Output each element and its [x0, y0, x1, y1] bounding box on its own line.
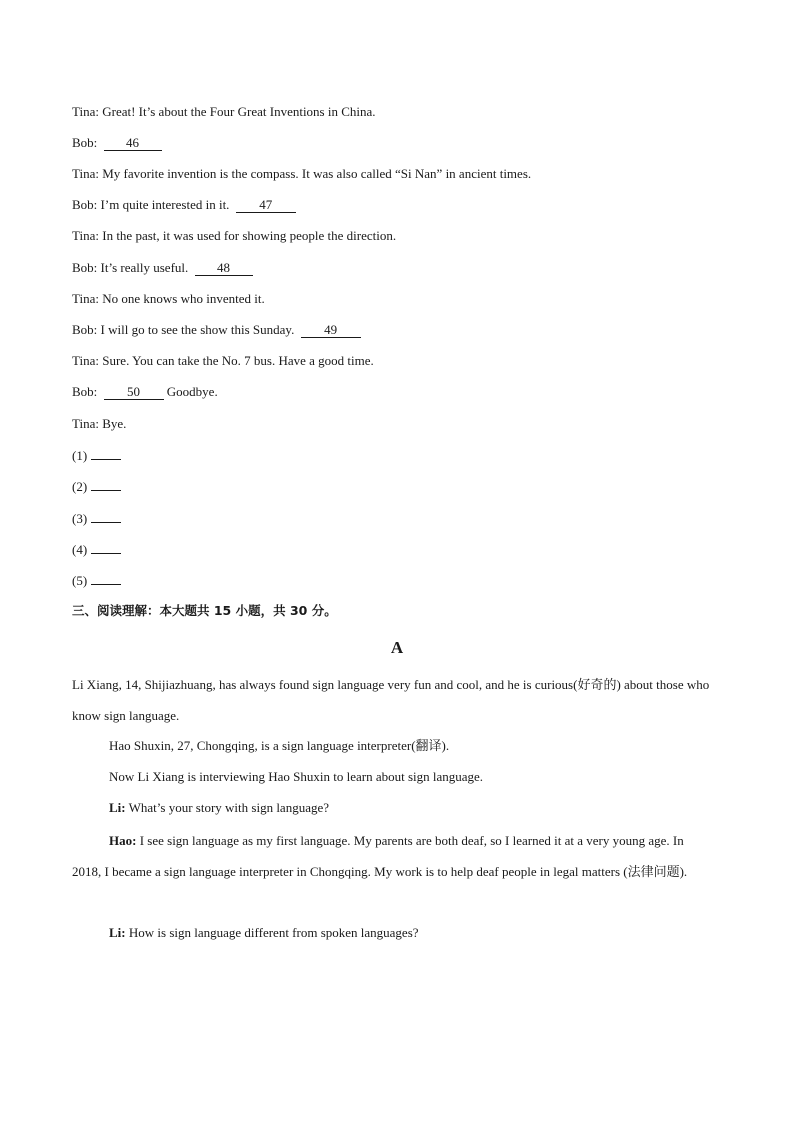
dialogue-line: [72, 260, 253, 276]
dialogue-text: Bye.: [102, 416, 127, 431]
speaker: Bob:: [72, 135, 98, 150]
speaker: Li:: [109, 925, 126, 940]
speaker: Tina:: [72, 353, 99, 368]
answer-line-1: [72, 447, 121, 464]
speaker: Li:: [109, 800, 126, 815]
answer-blank[interactable]: [91, 478, 121, 491]
dialogue-line: [72, 135, 162, 151]
answer-blank[interactable]: [91, 541, 121, 554]
answer-number: (3): [72, 511, 88, 526]
interview-question: [109, 925, 419, 941]
answer-number: (4): [72, 542, 88, 557]
answer-blank[interactable]: [91, 447, 121, 460]
dialogue-text: I will go to see the show this Sunday.: [100, 322, 295, 337]
dialogue-text: In the past, it was used for showing people the direction.: [102, 228, 397, 243]
answer-blank[interactable]: [91, 510, 121, 523]
dialogue-line: [72, 291, 265, 307]
dialogue-text: Great! It’s about the Four Great Inventions in China.: [102, 104, 376, 119]
speaker: Hao:: [109, 833, 137, 848]
dialogue-text: It’s really useful.: [100, 260, 189, 275]
speaker: Tina:: [72, 104, 99, 119]
speaker: Bob:: [72, 260, 98, 275]
passage-intro: Li Xiang, 14, Shijiazhuang, has always found sign language very fun and cool, and he is curious(好奇的) about those who know sign language.: [72, 677, 710, 723]
dialogue-line: [72, 416, 126, 432]
question-text: What’s your story with sign language?: [128, 800, 330, 815]
dialogue-line: [72, 228, 396, 244]
dialogue-text: Goodbye.: [166, 384, 218, 399]
answer-number: (5): [72, 573, 88, 588]
section-heading: 三、阅读理解：本大题共 15 小题，共 30 分。: [72, 603, 337, 618]
blank-50[interactable]: 50: [104, 385, 164, 400]
answer-line-2: [72, 478, 121, 495]
speaker: Bob:: [72, 197, 98, 212]
answer-line-3: [72, 510, 121, 527]
answer-line-5: [72, 572, 121, 589]
interview-question: [109, 800, 329, 816]
passage-title: A: [390, 638, 404, 657]
question-text: How is sign language different from spoken languages?: [128, 925, 419, 940]
dialogue-line: [72, 104, 376, 120]
speaker: Bob:: [72, 322, 98, 337]
answer-line-4: [72, 541, 121, 558]
dialogue-line: [72, 353, 374, 369]
dialogue-text: My favorite invention is the compass. It was also called “Si Nan” in ancient times.: [102, 166, 532, 181]
speaker: Bob:: [72, 384, 98, 399]
blank-47[interactable]: 47: [236, 198, 296, 213]
answer-text: I see sign language as my first language. My parents are both deaf, so I learned it at a very young age. In 2018, I became a sign language interpreter in Chongqing. My work is to help deaf people in legal matters (法律问题).: [72, 833, 688, 879]
dialogue-line: [72, 166, 531, 182]
speaker: Tina:: [72, 166, 99, 181]
dialogue-line: [72, 197, 296, 213]
answer-number: (1): [72, 448, 88, 463]
passage-line: Now Li Xiang is interviewing Hao Shuxin to learn about sign language.: [109, 769, 484, 784]
dialogue-text: I’m quite interested in it.: [100, 197, 230, 212]
passage-line: Hao Shuxin, 27, Chongqing, is a sign language interpreter(翻译).: [109, 738, 450, 753]
blank-49[interactable]: 49: [301, 323, 361, 338]
speaker: Tina:: [72, 291, 99, 306]
speaker: Tina:: [72, 228, 99, 243]
answer-number: (2): [72, 479, 88, 494]
blank-46[interactable]: 46: [104, 136, 162, 151]
dialogue-text: Sure. You can take the No. 7 bus. Have a good time.: [102, 353, 374, 368]
dialogue-line: [72, 384, 218, 400]
answer-blank[interactable]: [91, 572, 121, 585]
dialogue-line: [72, 322, 361, 338]
interview-answer: [72, 825, 716, 887]
speaker: Tina:: [72, 416, 99, 431]
blank-48[interactable]: 48: [195, 261, 253, 276]
dialogue-text: No one knows who invented it.: [102, 291, 265, 306]
